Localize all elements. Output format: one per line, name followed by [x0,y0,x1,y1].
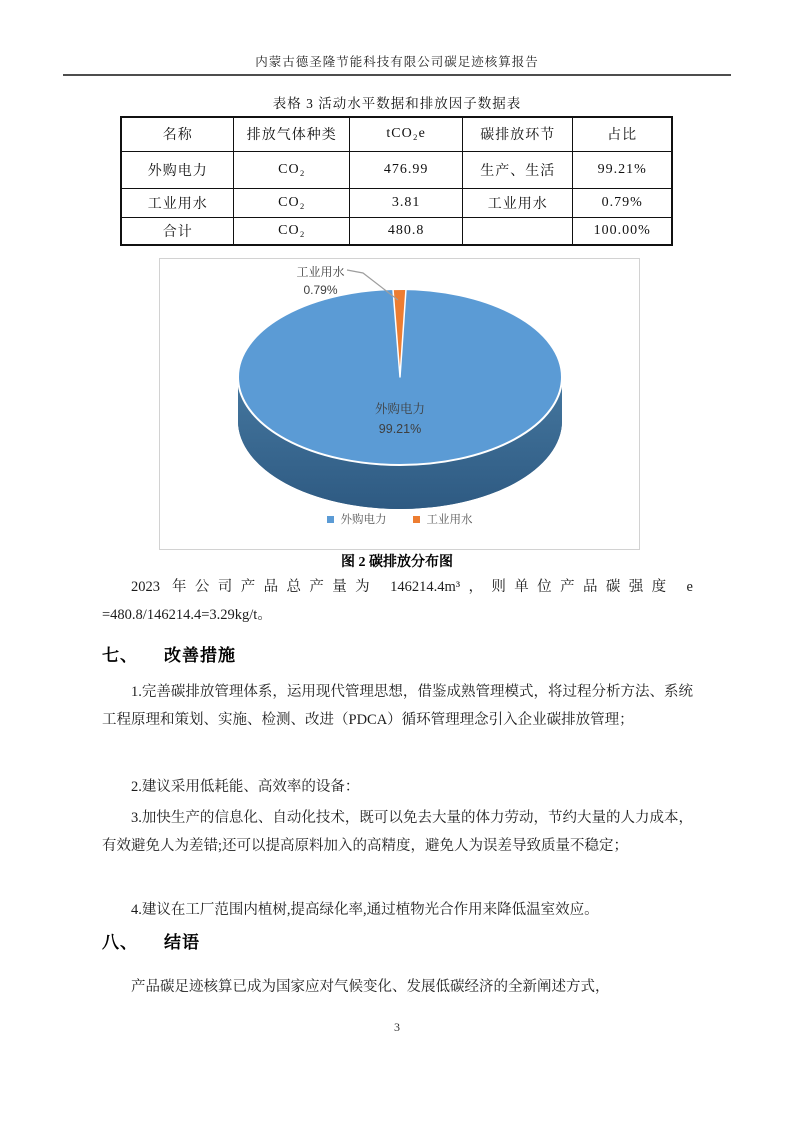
table-cell: CO₂ [234,151,350,188]
header-divider [63,74,731,76]
table-cell: 工业用水 [121,188,234,217]
production-paragraph [102,573,693,629]
document-header-title: 内蒙古德圣隆节能科技有限公司碳足迹核算报告 [255,55,539,69]
table-cell: CO₂ [234,188,350,217]
section-number: 八、 [102,933,138,952]
table-cell: 476.99 [350,151,463,188]
legend-label: 外购电力 [340,514,387,526]
pie-chart [159,258,640,550]
table-cell: 480.8 [350,217,463,245]
table-cell: 工业用水 [463,188,573,217]
section-title: 改善措施 [164,646,236,665]
section-number: 七、 [102,646,138,665]
figure-caption: 图 2 碳排放分布图 [341,555,453,570]
measure-item-1: 1.完善碳排放管理体系，运用现代管理思想，借鉴成熟管理模式，将过程分析方法、系统工程原理和策划、实施、检测、改进（PDCA）循环管理理念引入企业碳排放管理； [102,684,693,728]
table-cell: 生产、生活 [463,151,573,188]
table-header-row [121,117,672,151]
table-row [121,217,672,245]
table-cell: 0.79% [573,188,672,217]
table-cell: CO₂ [234,217,350,245]
measure-item-3: 3.加快生产的信息化、自动化技术，既可以免去大量的体力劳动，节约大量的人力成本，有效避免人为差错;还可以提高原料加入的高精度，避免人为误差导致质量不稳定； [102,810,693,854]
table-row [121,151,672,188]
column-header: 名称 [121,117,234,151]
legend-label: 工业用水 [426,514,473,526]
table-cell: 外购电力 [121,151,234,188]
table-cell: 3.81 [350,188,463,217]
table-cell: 合计 [121,217,234,245]
table-title: 表格 3 活动水平数据和排放因子数据表 [272,96,522,111]
measure-item-4: 4.建议在工厂范围内植树,提高绿化率,通过植物光合作用来降低温室效应。 [131,902,599,918]
column-header: 排放气体种类 [234,117,350,151]
emission-data-table [120,116,673,246]
section-title: 结语 [164,933,200,952]
table-cell: 99.21% [573,151,672,188]
table-cell [463,217,573,245]
section-heading-8 [102,928,200,953]
conclusion-paragraph: 产品碳足迹核算已成为国家应对气候变化、发展低碳经济的全新阐述方式， [131,979,610,995]
callout-value: 0.79% [303,283,338,297]
measure-item-2: 2.建议采用低耗能、高效率的设备： [131,779,360,795]
section-heading-7 [102,641,236,666]
production-line-1: 2023 年公司产品总产量为 146214.4m³，则单位产品碳强度 e [131,579,693,595]
pie-label-value: 99.21% [378,422,422,436]
production-line-2: =480.8/146214.4=3.29kg/t。 [102,607,272,623]
chart-legend [160,511,639,527]
column-header: 占比 [573,117,672,151]
legend-marker-electricity [327,516,334,523]
column-header: tCO₂e [350,117,463,151]
legend-marker-water [413,516,420,523]
table-row [121,188,672,217]
table-cell: 100.00% [573,217,672,245]
pie-label-name: 外购电力 [374,402,425,416]
callout-label: 工业用水 [296,265,345,279]
pie-callout-water [278,263,363,299]
legend-item-water [413,511,473,527]
pie-label-electricity [325,399,475,439]
column-header: 碳排放环节 [463,117,573,151]
page-number: 3 [394,1020,400,1034]
legend-item-electricity [327,511,387,527]
